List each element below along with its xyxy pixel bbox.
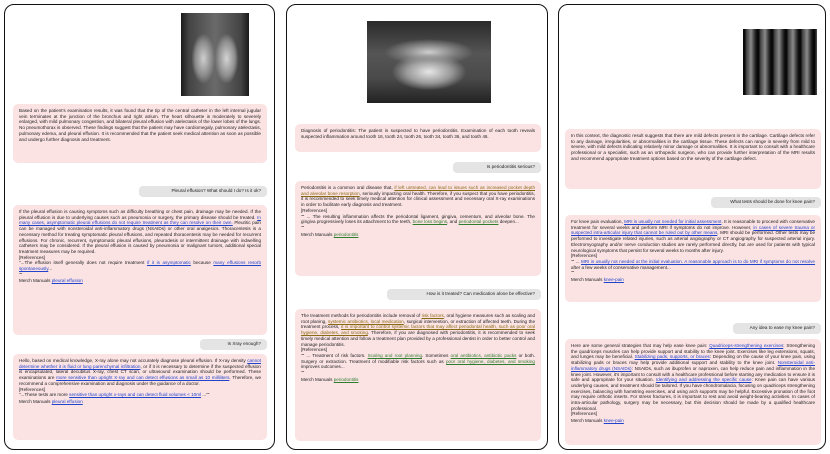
message-text: Based on the patient's examination results, it was found that the tip of the central catheter in the left internal jugular vein terminates at the junction of the bronchus and right atrium. The heart silhouette is moderately to severely enlarged, with mild pulmonary congestion, and bilateral pleural effusion with atelectasis of the lower lobes of the lungs. No pneumothorax is observed. These findings suggest that the patient may have cardiomegaly, pulmonary atelectasis, pulmonary edema, and pleural effusion. It is recommended that the patient seek medical attention as soon as possible and undergo further diagnosis and treatment.: [19, 108, 261, 142]
assistant-message: [13, 104, 267, 163]
reference-link[interactable]: MRI is usually not needed for initial assessment: [624, 219, 722, 224]
knee-mri-image: [743, 29, 817, 95]
references-label: [References]: [301, 207, 328, 213]
assistant-message: [295, 124, 541, 152]
reference-link[interactable]: Quadriceps-strengthening exercises: [709, 343, 784, 348]
reference-link[interactable]: cannot determine whether it is fluid or lung parenchymal infiltration: [19, 358, 261, 369]
reference-link[interactable]: bone loss begins: [412, 219, 448, 225]
reference-link[interactable]: systemic antibiotics, local medication: [328, 318, 404, 324]
reference-link[interactable]: In many cases, asymptomatic pleural effusions do not require treatment as they can resolve on their own.: [19, 214, 261, 226]
message-text: Is Xray enough?: [227, 341, 261, 346]
assistant-message: Here are some general strategies that may help ease knee pain: Quadriceps-strengthening exercises: Strengthening the quadriceps muscles can help provide support and stability to the knee joint. Exercises like leg extensions, squats, and lunges may be beneficial. Stabilizing pads, supports, or braces: Depending on the cause of your knee pain, using stabilizing pads or braces may help provide additional support and stability to the knee joint. Nonsteroidal anti-inflammatory drugs (NSAIDs): NSAIDs, such as ibuprofen or naproxen, can help reduce pain and inflammation in the knee joint. However, it's important to consult with a healthcare professional before starting any medication to ensure it is safe and appropriate for your situation. Identifying and addressing the specific cause: Knee pain can have various underlying causes, and treatment should be tailored. If you have chondromalacia, focusing on quadriceps strengthening exercises, balancing with hamstring exercises, and using arch supports may be helpful. Excessive pronation of the foot may require orthotic inserts. For stress fractures, it is important to rest and avoid weight-bearing activities. In cases of intra-articular pathology, surgery may be necessary, but this decision should be made by a qualified healthcare professional. [References] Merch Manuals knee-pain: [565, 339, 821, 445]
chat-panel-periodontitis: [286, 4, 548, 450]
references-label: [References]: [301, 347, 328, 353]
message-text: Pleural effusion? What should I do? Is it ok?: [171, 188, 261, 193]
reference-link[interactable]: many effusions resorb spontaneously: [19, 260, 262, 272]
reference-link[interactable]: if left untreated, can lead to issues such as increased pocket depth and alveolar bone resorption: [301, 185, 535, 196]
source-link[interactable]: periodontitis: [333, 376, 359, 382]
reference-link[interactable]: poor oral hygiene, diabetes, and smoking: [446, 358, 535, 364]
source-citation: Merch Manuals knee-pain: [571, 277, 624, 283]
source-citation: Merch Manuals periodontitis: [301, 376, 359, 382]
assistant-message: If the pleural effusion is causing symptoms such as difficulty breathing or chest pain, drainage may be needed. If the pleural effusion is due to underlying causes such as pneumonia or surgery, the primary disease should be treated. In many cases, asymptomatic pleural effusions do not require treatment as they can resolve on their own. Pleuritic pain can be managed with nonsteroidal anti-inflammatory drugs (NSAIDs) or other oral analgesics. Thoracentesis is a necessary method for treating symptomatic pleural effusions, and repeated thoracentesis may be needed for recurrent effusions. For chronic, recurrent, symptomatic pleural effusions, pleurodesis or intermittent drainage with indwelling catheters may be considered. If the pleural effusion is caused by pneumonia or malignant tumors, additional special treatment measures may be required. [References] "...The effusion itself generally does not require treatment if it is asymptomatic because many effusions resorb spontaneously... "" Merch Manuals pleural effusion: [13, 205, 267, 335]
message-text: In this context, the diagnostic result suggests that there are mild defects present in the cartilage. Cartilage defects refer to any damage, irregularities, or abnormalities in the cartilage tissue. These defects can range in severity from mild to severe, with mild defects indicating relatively minor damage or abnormalities. It is important to consult with a healthcare professional or a specialist, such as an orthopedic surgeon, who can provide further interpretation of the MRI results and recommend appropriate treatment options based on the severity of the cartilage defect.: [571, 133, 815, 161]
references-label: [References]: [571, 411, 598, 417]
chest-xray-image: [181, 13, 249, 96]
reference-link[interactable]: oral antibiotics, antibiotic packs: [450, 352, 517, 358]
user-message: [733, 323, 821, 334]
references-label: [References]: [571, 253, 598, 259]
assistant-message: Hello, based on medical knowledge, X-ray alone may not accurately diagnose pleural effusion. If X-ray density cannot determine whether it is fluid or lung parenchymal infiltration, or if it is necessary to determine if the suspected effusion is encapsulated, lateral decubitus X-ray, chest CT scan, or ultrasound examination should be performed. These examinations are more sensitive than upright X-ray and can detect effusions as small as 10 milliliters. Therefore, we recommend a comprehensive examination and diagnosis under the guidance of a doctor. [References] "...These tests are more sensitive than upright x-rays and can detect fluid volumes < 10ml ..."" Merch Manuals pleural effusion: [13, 354, 267, 440]
assistant-message: For knee pain evaluation, MRI is usually not needed for initial assessment. It is reasonable to proceed with conservative treatment for several weeks and perform MRI if symptoms do not improve. However, in cases of severe trauma or suspected intra-articular injury that cannot be ruled out by other means, MRI should be performed. Other tests may be performed to investigate related injuries, such as arterial angiography or CT angiography for suspected arterial injury. Electromyography and/or nerve conduction studies are rarely performed directly, but are used for patients with typical neurological symptoms that persist for several weeks to months after injury. [References] "" ... MRI is usually not needed at the initial evaluation. A reasonable approach is to do MRI if symptoms do not resolve after a few weeks of conservative management... "" Merch Manuals knee-pain: [565, 215, 821, 302]
user-message: [387, 289, 541, 300]
source-link[interactable]: knee-pain: [603, 418, 624, 424]
user-message: [711, 197, 821, 208]
message-text: Diagnosis of periodontitis: The patient is suspected to have periodontitis. Examination of each tooth reveals suspected inflammation around tooth 16, tooth 24, tooth 26, tooth 34, tooth 36, and tooth 46.: [301, 128, 535, 139]
reference-link[interactable]: sensitive than upright x-rays and can detect fluid volumes < 10ml: [69, 392, 202, 398]
source-link[interactable]: knee-pain: [603, 277, 624, 283]
message-text: How is it treated? Can medication alone be effective?: [426, 291, 535, 296]
reference-link[interactable]: more sensitive than upright X-ray and can detect effusions as small as 10 milliliters: [56, 375, 230, 381]
user-message: [200, 339, 267, 350]
source-link[interactable]: pleural effusion: [51, 278, 83, 284]
reference-link[interactable]: Stabilizing pads, supports, or braces: [634, 354, 710, 360]
message-text: Is periodontitis serious?: [486, 164, 535, 169]
message-text: What tests should be done for knee pain?: [730, 199, 815, 204]
chat-panel-knee-pain: [558, 4, 826, 450]
reference-link[interactable]: if it is asymptomatic: [146, 260, 191, 266]
reference-link[interactable]: in cases of severe trauma or suspected intra-articular injury that cannot be ruled out by other means: [571, 224, 816, 236]
references-label: [References]: [19, 386, 46, 392]
chat-panel-pleural-effusion: [4, 4, 275, 450]
source-link[interactable]: periodontitis: [333, 231, 359, 237]
source-link[interactable]: pleural effusion: [51, 398, 83, 404]
assistant-message: The treatment methods for periodontitis include removal of risk factors, oral hygiene measures such as scaling and root planing, systemic antibiotics, local medication, surgical intervention, or extraction of affected teeth. During the treatment process, it is important to control systemic factors that may affect periodontal health, such as poor oral hygiene, diabetes, and smoking. Therefore, if you are diagnosed with periodontitis, it is recommended to seek timely medical attention and follow a treatment plan provided by a professional dentist in order to better control and manage periodontitis. [References] "" ... Treatment of risk factors. Scaling and root planning. Sometimes oral antibiotics, antibiotic packs or both. Surgery or extraction. Treatment of modifiable risk factors such as poor oral hygiene, diabetes, and smoking improves outcomes... "" Merch Manuals periodontitis: [295, 309, 541, 441]
source-citation: Merch Manuals periodontitis: [301, 231, 359, 237]
dental-xray-image: [367, 21, 491, 103]
user-message: [453, 162, 541, 173]
reference-link[interactable]: Scaling and root planning: [367, 352, 423, 358]
references-label: [References]: [19, 254, 46, 260]
reference-link[interactable]: Identifying and addressing the specific cause: [655, 377, 752, 383]
reference-link[interactable]: it is important to control systemic factors that may affect periodontal health, such as poor oral hygiene, diabetes, and smoking: [301, 324, 535, 336]
assistant-message: [565, 129, 821, 189]
assistant-message: Periodontitis is a common oral disease that, if left untreated, can lead to issues such as increased pocket depth and alveolar bone resorption, seriously impacting oral health. Therefore, if you suspect that you have periodontitis, it is recommended to seek timely medical attention for clinical assessment and necessary oral X-ray examinations in order to facilitate early diagnosis and treatment. [References] "" ... The resulting inflammation affects the periodontal ligament, gingiva, cementum, and alveolar bone. The gingiva progressively loses its attachment to the teeth, bone loss begins, and periodontal pockets deepen... "" Merch Manuals periodontitis: [295, 181, 541, 276]
source-citation: Merch Manuals pleural effusion: [19, 278, 83, 284]
reference-link[interactable]: MRI is usually not needed at the initial evaluation. A reasonable approach is to do MRI if symptoms do not resolve: [580, 258, 815, 264]
reference-link[interactable]: risk factors: [421, 313, 444, 318]
reference-link[interactable]: periodontal pockets: [458, 219, 499, 225]
source-citation: Merch Manuals pleural effusion: [19, 398, 83, 404]
reference-link[interactable]: Nonsteroidal anti-inflammatory drugs (NSAIDs): [571, 360, 815, 371]
user-message: [139, 186, 267, 197]
source-citation: Merch Manuals knee-pain: [571, 418, 624, 424]
message-text: Any idea to ease my knee pain?: [749, 325, 815, 330]
